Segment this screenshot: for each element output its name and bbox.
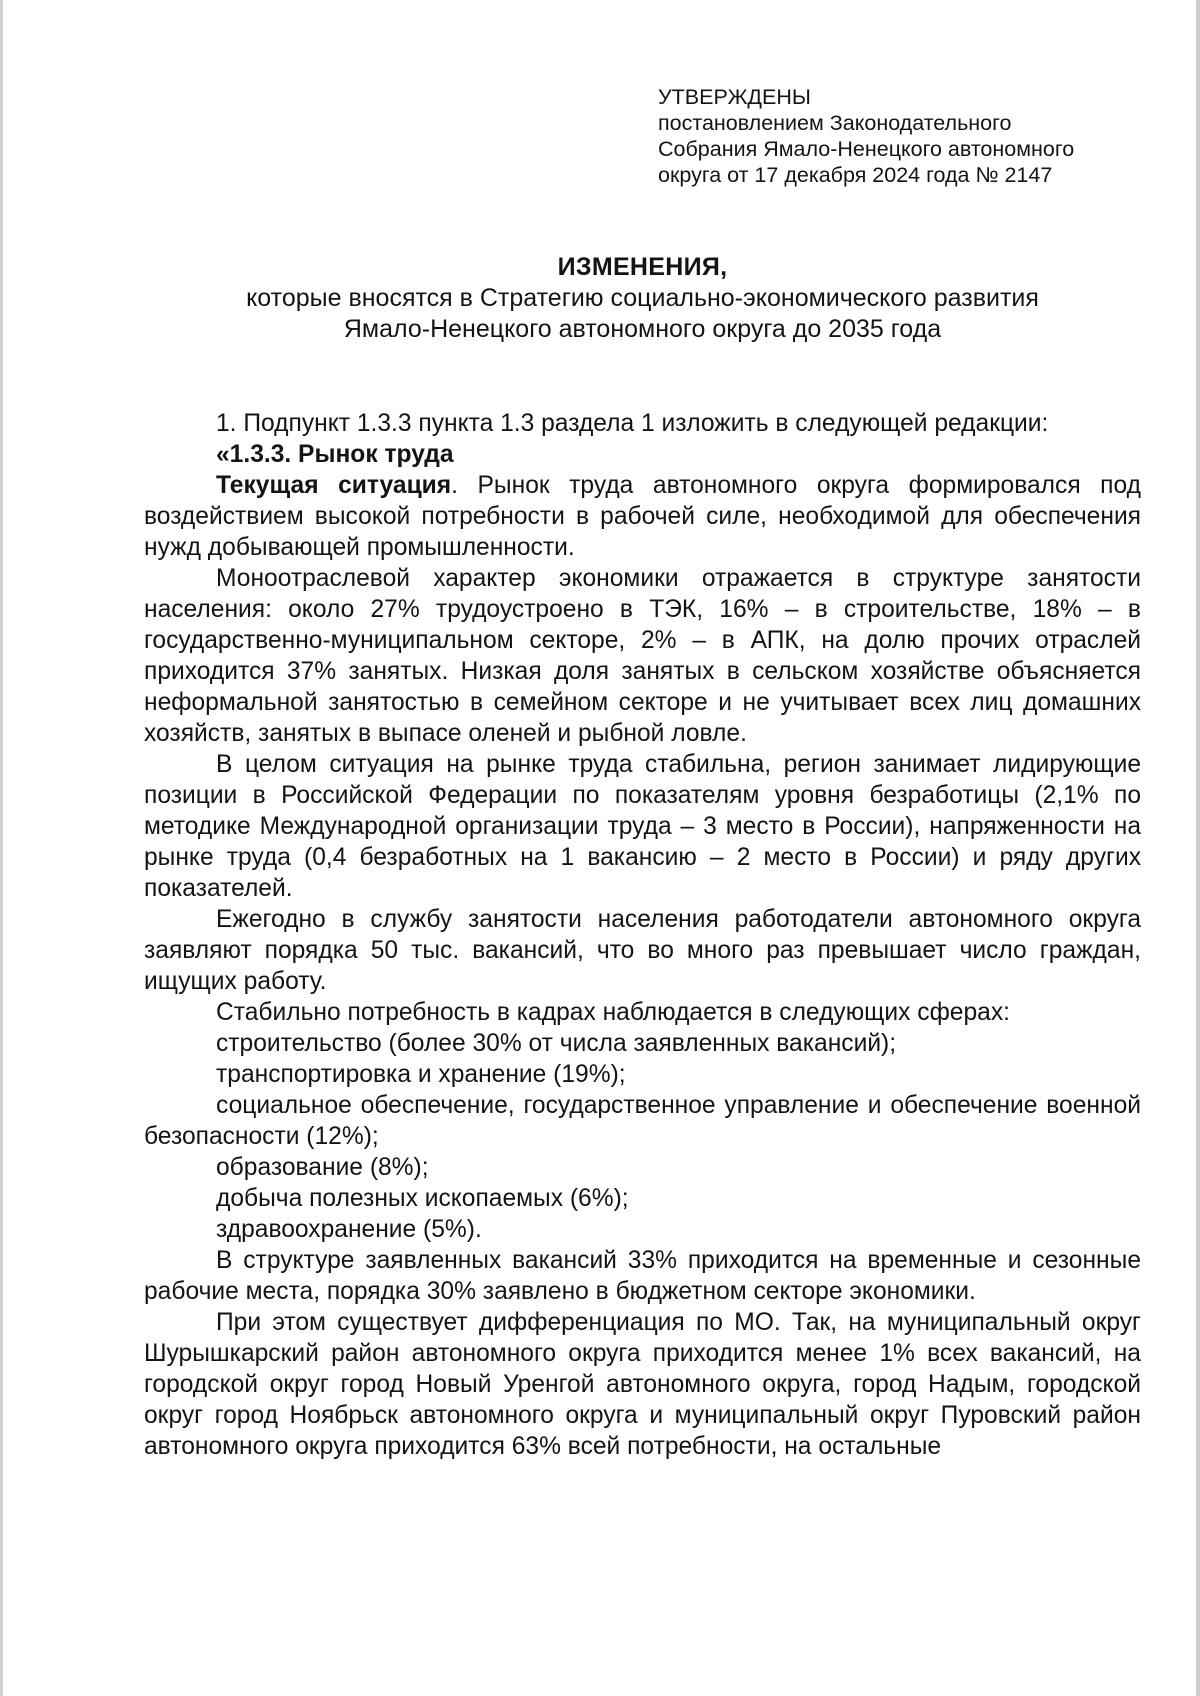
- section-heading-text: «1.3.3. Рынок труда: [216, 441, 454, 468]
- approval-stamp-block: [658, 84, 1138, 188]
- list-item-health: здравоохранение (5%).: [216, 1216, 482, 1243]
- paragraph-vacancy-structure: В структуре заявленных вакансий 33% приходится на временные и сезонные рабочие места, порядка 30% заявлено в бюджетном секторе экономики.: [144, 1247, 1141, 1305]
- document-heading: [144, 251, 1141, 345]
- paragraph-item-1: 1. Подпункт 1.3.3 пункта 1.3 раздела 1 изложить в следующей редакции:: [216, 410, 1049, 437]
- page-left-edge: [0, 0, 3, 1696]
- current-situation-label: Текущая ситуация: [216, 472, 452, 499]
- document-subtitle-line-2: Ямало-Ненецкого автономного округа до 2035 года: [343, 315, 942, 343]
- paragraph-current-situation: [144, 470, 1141, 563]
- approval-line-2: постановлением Законодательного: [658, 111, 1012, 135]
- paragraph-demand-intro: Стабильно потребность в кадрах наблюдается в следующих сферах:: [216, 999, 1010, 1026]
- approval-line-3: Собрания Ямало-Ненецкого автономного: [658, 137, 1075, 161]
- paragraph-annual-vacancies: Ежегодно в службу занятости населения работодатели автономного округа заявляют порядка 50 тыс. вакансий, что во много раз превышает число граждан, ищущих работу.: [144, 906, 1141, 995]
- approval-line-1: УТВЕРЖДЕНЫ: [658, 85, 811, 109]
- paragraph-differentiation: При этом существует дифференциация по МО. Так, на муниципальный округ Шурышкарский район автономного округа приходится менее 1% всех вакансий, на городской округ город Новый Уренгой автономного округа, город Надым, городской округ город Ноябрьск автономного округа и муниципальный округ Пуровский район автономного округа приходится 63% всей потребности, на остальные: [144, 1309, 1141, 1460]
- list-item-education: образование (8%);: [216, 1154, 429, 1181]
- document-title: ИЗМЕНЕНИЯ,: [557, 253, 728, 281]
- list-item-mining: добыча полезных ископаемых (6%);: [216, 1185, 629, 1212]
- section-heading: [144, 439, 1141, 470]
- document-body: [144, 408, 1141, 1462]
- approval-line-4: округа от 17 декабря 2024 года № 2147: [658, 163, 1053, 187]
- document-subtitle-line-1: которые вносятся в Стратегию социально-экономического развития: [246, 284, 1039, 312]
- list-item-social: социальное обеспечение, государственное управление и обеспечение военной безопасности (12%);: [144, 1092, 1141, 1150]
- page-right-edge: [1196, 0, 1200, 1696]
- list-item-transport: транспортировка и хранение (19%);: [216, 1061, 626, 1088]
- list-item-construction: строительство (более 30% от числа заявленных вакансий);: [216, 1030, 897, 1057]
- paragraph-stable-market: В целом ситуация на рынке труда стабильна, регион занимает лидирующие позиции в Российской Федерации по показателям уровня безработицы (2,1% по методике Международной организации труда – 3 место в России), напряженности на рынке труда (0,4 безработных на 1 вакансию – 2 место в России) и ряду других показателей.: [144, 751, 1141, 902]
- current-situation-text: . Рынок труда автономного округа формировался под воздействием высокой потребности в рабочей силе, необходимой для обеспечения нужд добывающей промышленности.: [144, 472, 1141, 561]
- paragraph-monoindustry: Моноотраслевой характер экономики отражается в структуре занятости населения: около 27% трудоустроено в ТЭК, 16% – в строительстве, 18% – в государственно-муниципальном секторе, 2% – в АПК, на долю прочих отраслей приходится 37% занятых. Низкая доля занятых в сельском хозяйстве объясняется неформальной занятостью в семейном секторе и не учитывает всех лиц домашних хозяйств, занятых в выпасе оленей и рыбной ловле.: [144, 565, 1141, 747]
